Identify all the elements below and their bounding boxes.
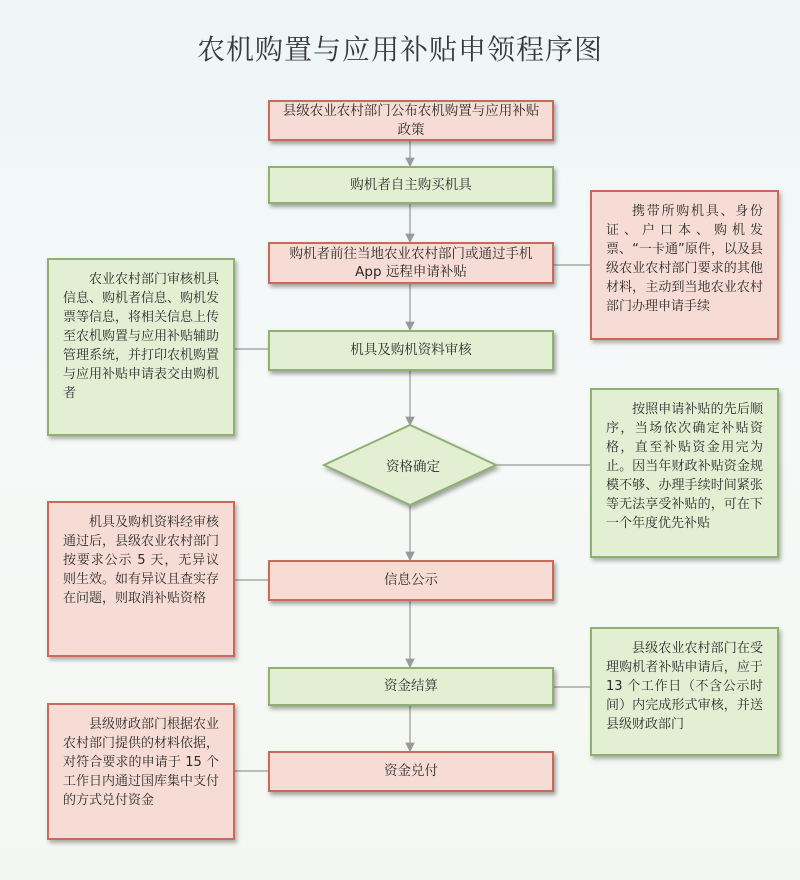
- note-settle: 县级农业农村部门在受理购机者补贴申请后，应于 13 个工作日（不含公示时间）内完成形式审核，并送县级财政部门: [590, 627, 779, 756]
- step-publish: 县级农业农村部门公布农机购置与应用补贴政策: [268, 100, 554, 141]
- step-apply: 购机者前往当地农业农村部门或通过手机 App 远程申请补贴: [268, 242, 554, 284]
- note-payout: 县级财政部门根据农业农村部门提供的材料依据，对符合要求的申请于 15 个工作日内通过国库集中支付的方式兑付资金: [47, 703, 235, 840]
- step-payout: 资金兑付: [268, 751, 554, 792]
- step-qualify: 资格确定: [386, 459, 440, 475]
- note-review: 农业农村部门审核机具信息、购机者信息、购机发票等信息，将相关信息上传至农机购置与应用补贴辅助管理系统，并打印农机购置与应用补贴申请表交由购机者: [47, 258, 235, 436]
- step-purchase: 购机者自主购买机具: [268, 166, 554, 204]
- note-publicity: 机具及购机资料经审核通过后，县级农业农村部门按要求公示 5 天，无异议则生效。如有异议且查实存在问题，则取消补贴资格: [47, 501, 235, 657]
- note-materials: 携带所购机具、身份证、户口本、购机发票、“一卡通”原件，以及县级农业农村部门要求的其他材料，主动到当地农业农村部门办理申请手续: [590, 190, 779, 340]
- step-review: 机具及购机资料审核: [268, 330, 554, 371]
- step-settle: 资金结算: [268, 667, 554, 706]
- note-qualify: 按照申请补贴的先后顺序，当场依次确定补贴资格，直至补贴资金用完为止。因当年财政补贴资金规模不够、办理手续时间紧张等无法享受补贴的，可在下一个年度优先补贴: [590, 388, 779, 558]
- page-title: 农机购置与应用补贴申领程序图: [196, 33, 603, 66]
- step-publicity: 信息公示: [268, 560, 554, 601]
